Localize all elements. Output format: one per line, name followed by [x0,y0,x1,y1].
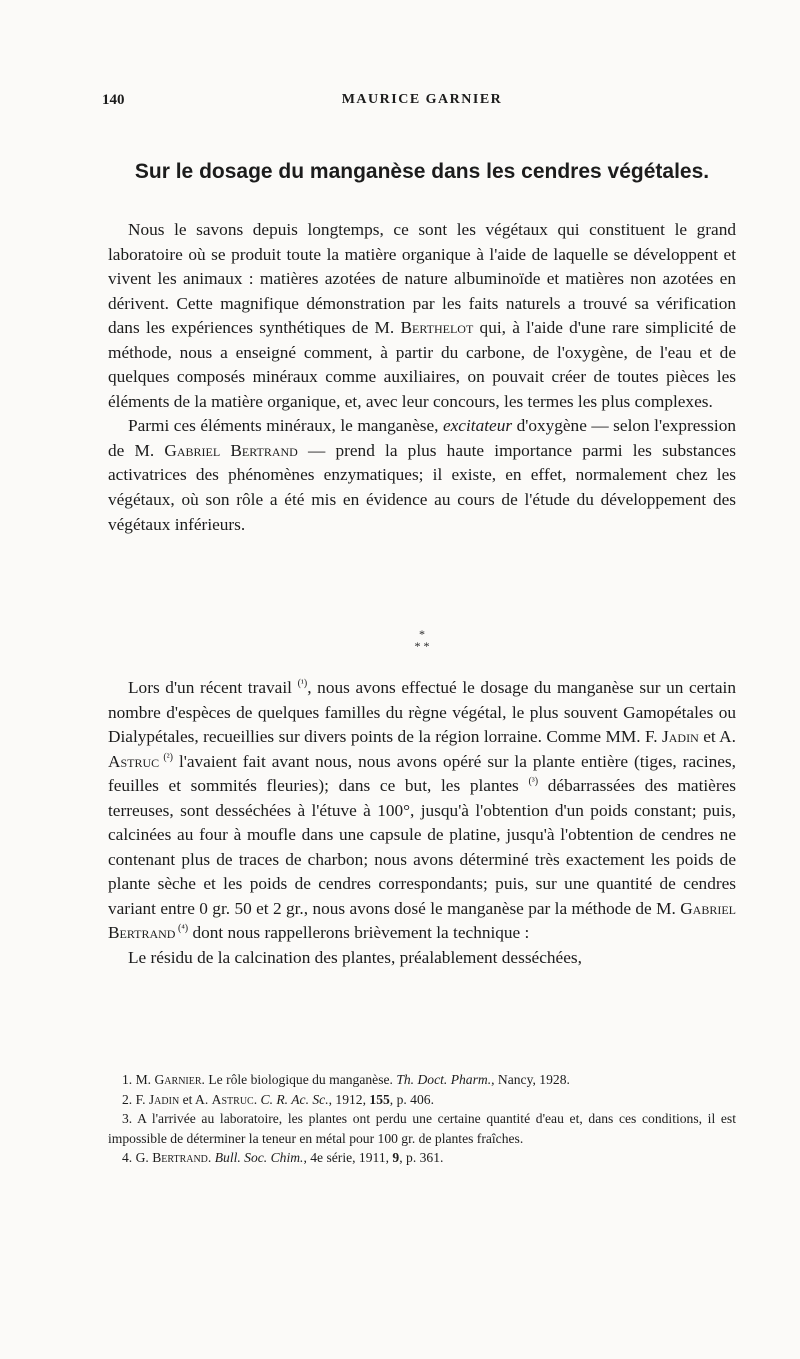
paragraph-3 [108,676,736,946]
asterism-top: * [419,627,425,641]
para2-text-c: — prend la plus haute importance parmi les substances activatrices des phénomènes enzymatiques; il existe, en effet, normalement chez les végétaux, où son rôle a été mis en évidence au cours de l'étude du développement des végétaux inférieurs. [108,440,736,534]
footnote-ref: (⁴) [175,923,189,935]
author-name: Astruc [211,1091,254,1107]
article-title: Sur le dosage du manganèse dans les cendres végétales. [134,160,710,183]
para1-text-a: Nous le savons depuis longtemps, ce sont les végétaux qui constituent le grand laboratoire où se produit toute la matière organique à l'aide de laquelle se développent et vivent les animaux : matières azotées de nature albuminoïde et matières non azotées en dérivent. Cette magnifique démonstration par les faits naturels a trouvé sa vérification dans les expériences synthétiques de M. [108,220,736,338]
italic-term: excitateur [442,416,513,436]
para3-text-f: dont nous rappellerons brièvement la technique : [188,923,530,943]
footnote-num: 2. F. [122,1091,149,1107]
page-header [102,92,736,114]
fn2-mid: et A. [179,1091,212,1107]
author-name: Astruc [108,751,160,771]
running-head: MAURICE GARNIER [341,92,503,107]
citation-title: Bull. Soc. Chim. [214,1150,304,1166]
fn2-text-b: , 1912, [328,1091,370,1107]
author-name: Jadin [662,727,699,747]
footnote-ref: (¹) [297,678,308,690]
paragraph-1 [108,218,736,414]
para3-text-c: et A. [698,727,736,747]
footnote-ref: (²) [159,751,173,763]
footnote-3: 3. A l'arrivée au laboratoire, les plantes ont perdu une certaine quantité d'eau et, dans ces conditions, il est impossible de déterminer la teneur en métal pour 100 gr. de plantes fraîches. [108,1111,736,1146]
citation-title: Th. Doct. Pharm. [396,1072,492,1087]
fn4-text-c: , p. 361. [399,1150,444,1166]
para3-text-a: Lors d'un récent travail [128,678,298,697]
para3-text-d: l'avaient fait avant nous, nous avons opéré sur la plante entière (tiges, racines, feuilles et sommités fleuries); dans ce but, les plantes [108,751,736,796]
footnote-1 [108,1070,736,1090]
fn4-text-a: . [207,1150,215,1166]
para2-text-a: Parmi ces éléments minéraux, le manganèse, [128,416,443,436]
volume-number: 155 [369,1091,390,1107]
methods-section [108,676,736,971]
author-name: Garnier [154,1072,202,1087]
para3-text-b: , nous avons effectué le dosage du manganèse sur un certain nombre d'espèces de quelques familles du règne végétal, le plus souvent Gamopétales ou Dialypétales, recueillies sur divers points de la région lorraine. Comme MM. F. [108,678,736,747]
citation-title: C. R. Ac. Sc. [260,1091,329,1107]
footnote-2 [108,1090,736,1110]
fn2-text-c: , p. 406. [389,1091,434,1107]
fn4-text-b: , 4e série, 1911, [303,1150,393,1166]
author-name: Berthelot [400,318,474,338]
footnotes [108,1070,736,1168]
footnote-4 [108,1148,736,1168]
paragraph-4: Le résidu de la calcination des plantes, préalablement desséchées, [128,948,582,968]
intro-section [108,218,736,537]
volume-number: 9 [392,1150,400,1166]
fn1-text-a: . Le rôle biologique du manganèse. [201,1072,397,1087]
author-name: Gabriel Bertrand [164,440,298,460]
author-name: Bertrand [152,1150,208,1166]
para3-text-e: débarrassées des matières terreuses, sont desséchées à l'étuve à 100°, jusqu'à l'obtention d'un poids constant; puis, calcinées au four à moufle dans une capsule de platine, jusqu'à l'obtention de cendres ne contenant plus de traces de charbon; nous avons déterminé très exactement les poids de plante sèche et les poids de cendres correspondants; puis, sur une quantité de cendres variant entre 0 gr. 50 et 2 gr., nous avons dosé le manganèse par la méthode de M. [108,776,736,918]
para1-text-b: qui, à l'aide d'une rare simplicité de méthode, nous a enseigné comment, à partir du carbone, de l'oxygène, de l'eau et de quelques composés minéraux comme auxiliaires, on pouvait créer de toutes pièces les éléments de la matière organique, et, avec leur concours, les termes les plus complexes. [108,318,736,411]
footnote-num: 1. M. [122,1072,155,1087]
para2-text-b: d'oxygène — selon l'expression de M. [108,416,736,460]
author-name: Gabriel Bertrand [108,898,736,943]
author-name: Jadin [148,1091,180,1107]
paragraph-2 [108,414,736,537]
footnote-num: 4. G. [122,1150,153,1166]
fn1-text-b: , Nancy, 1928. [491,1072,570,1087]
footnote-ref: (³) [528,776,539,788]
page-number: 140 [102,92,125,108]
fn2-text-a: . [253,1091,261,1107]
asterism [108,628,736,652]
asterism-bottom: * * [414,639,430,653]
